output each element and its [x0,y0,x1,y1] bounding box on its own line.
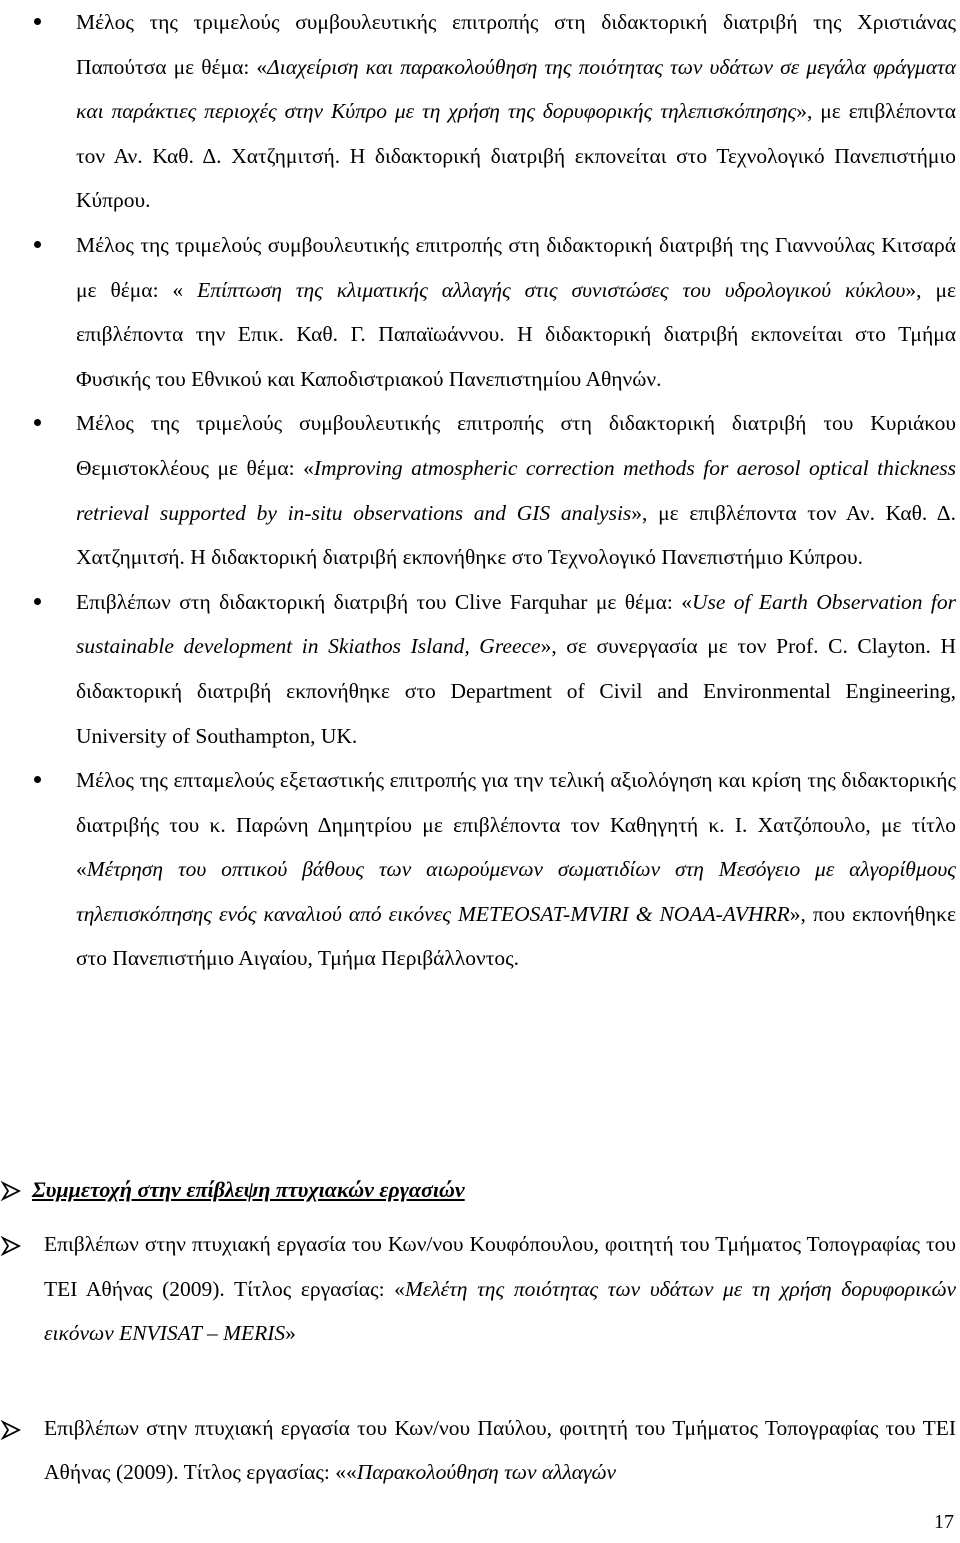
item-text-end: », που εκπονήθηκε στο Πανεπιστήμιο Αιγαίου, Τμήμα Περιβάλλοντος. [76,901,956,971]
section-heading-row [0,1168,960,1212]
item-text: Επιβλέπων στη διδακτορική διατριβή του Clive Farquhar με θέμα: « [76,589,692,614]
arrow-bullet-icon [0,1419,22,1441]
thesis-committee-list [34,0,956,981]
item-title: Επίπτωση της κλιματικής αλλαγής στις συνιστώσες του υδρολογικού κύκλου [197,277,906,302]
bullet-icon [34,598,41,605]
bullet-icon [34,419,41,426]
arrow-bullet-icon [0,1180,22,1202]
item-text-end: », με επιβλέποντα την Επικ. Καθ. Γ. Παπαϊωάννου. Η διδακτορική διατριβή εκπονείται στο Τμήμα Φυσικής του Εθνικού και Καποδιστριακού Πανεπιστημίου Αθηνών. [76,277,956,391]
bullet-icon [34,241,41,248]
item-text: Επιβλέπων στην πτυχιακή εργασία του Κων/νου Κουφόπουλου, φοιτητή του Τμήματος Τοπογραφίας του ΤΕΙ Αθήνας (2009). Τίτλος εργασίας: « [44,1232,956,1301]
arrow-bullet-icon [0,1235,22,1257]
list-item [34,580,956,758]
item-title: Διαχείριση και παρακολούθηση της ποιότητας των υδάτων σε μεγάλα φράγματα και παράκτιες περιοχές στην Κύπρο με τη χρήση της δορυφορικής τηλεπισκόπησης [76,54,956,124]
list-item [0,1406,956,1495]
item-title: Improving atmospheric correction methods for aerosol optical thickness retrieval supported by in-situ observations and GIS analysis [76,455,956,525]
list-item [34,758,956,981]
item-text-end: », σε συνεργασία με τον Prof. C. Clayton. Η διδακτορική διατριβή εκπονήθηκε στο Department of Civil and Environmental Engineering, University of Southampton, UK. [76,634,957,748]
supervision-section [0,1168,960,1212]
item-text: Μέλος της τριμελούς συμβουλευτικής επιτροπής στη διδακτορική διατριβή του Κυριάκου Θεμιστοκλέους με θέμα: « [76,411,956,480]
list-item [34,401,956,579]
item-text: Επιβλέπων στην πτυχιακή εργασία του Κων/νου Παύλου, φοιτητή του Τμήματος Τοπογραφίας του ΤΕΙ Αθήνας (2009). Τίτλος εργασίας: «« [44,1415,956,1485]
item-title: Μελέτη της ποιότητας των υδάτων με τη χρήση δορυφορικών εικόνων ENVISAT – MERIS [44,1276,956,1346]
item-text-end: », με επιβλέποντα τον Αν. Καθ. Δ. Χατζημιτσή. Η διδακτορική διατριβή εκπονήθηκε στο Τεχνολογικό Πανεπιστήμιο Κύπρου. [76,500,956,570]
item-title: Μέτρηση του οπτικού βάθους των αιωρούμενων σωματιδίων στη Μεσόγειο με αλγορίθμους τηλεπισκόπησης ενός καναλιού από εικόνες METEOSAT-MVIRI & NOAA-AVHRR [76,857,956,926]
list-item [34,0,956,223]
bullet-icon [34,18,41,25]
item-text-end: », με επιβλέποντα τον Αν. Καθ. Δ. Χατζημιτσή. Η διδακτορική διατριβή εκπονείται στο Τεχνολογικό Πανεπιστήμιο Κύπρου. [76,99,956,213]
item-text: Μέλος της τριμελούς συμβουλευτικής επιτροπής στη διδακτορική διατριβή της Χριστιάνας Παπούτσα με θέμα: « [76,10,956,79]
undergrad-supervision-list [0,1222,956,1495]
item-title: Παρακολούθηση των αλλαγών [356,1460,617,1485]
section-heading: Συμμετοχή στην επίβλεψη πτυχιακών εργασιών [32,1177,465,1202]
item-text-end: » [285,1321,296,1346]
item-text: Μέλος της επταμελούς εξεταστικής επιτροπής για την τελική αξιολόγηση και κρίση της διδακτορικής διατριβής του κ. Παρώνη Δημητρίου με επιβλέποντα τον Καθηγητή κ. Ι. Χατζόπουλο, με τίτλο « [76,768,956,882]
bullet-icon [34,776,41,783]
list-item [34,223,956,401]
item-title: Use of Earth Observation for sustainable development in Skiathos Island, Greece [76,589,956,659]
item-text: Μέλος της τριμελούς συμβουλευτικής επιτροπής στη διδακτορική διατριβή της Γιαννούλας Κιτσαρά με θέμα: « [76,232,956,302]
list-item [0,1222,956,1356]
page-number: 17 [934,1511,954,1533]
